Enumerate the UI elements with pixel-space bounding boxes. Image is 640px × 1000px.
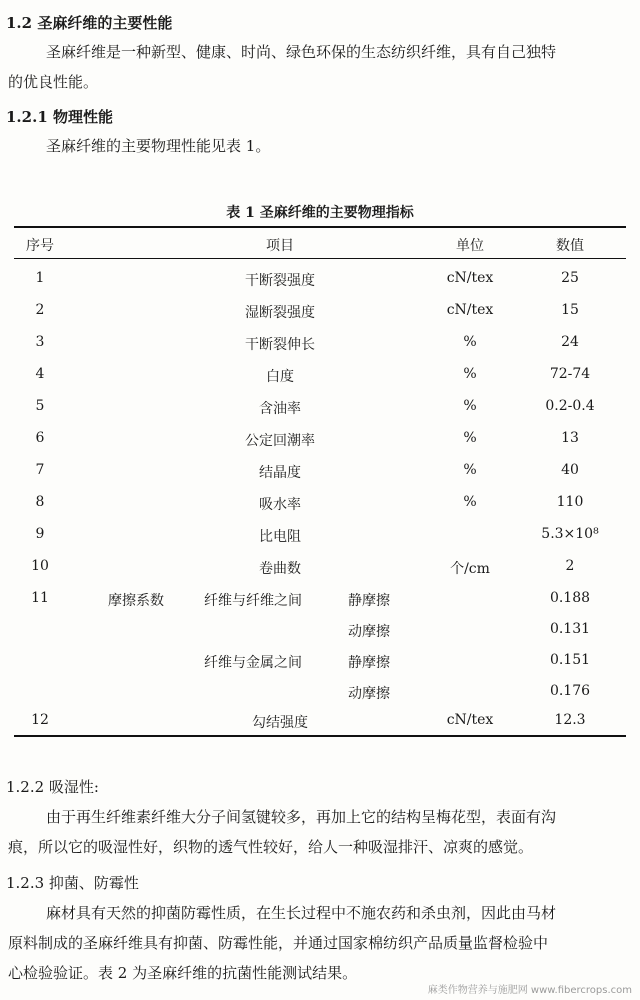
row-item: 吸水率 — [259, 497, 301, 513]
row-no: 4 — [35, 366, 45, 382]
table1-header-no: 序号 — [26, 238, 54, 254]
friction-label: 摩擦系数 — [108, 593, 164, 609]
friction-ff-dynamic-label: 动摩擦 — [348, 624, 390, 640]
row-value: 2 — [565, 558, 575, 574]
row-value: 110 — [556, 494, 584, 510]
row-item: 勾结强度 — [252, 715, 308, 731]
row-no: 6 — [35, 430, 45, 446]
section-1-2-3-line1: 麻材具有天然的抑菌防霉性质，在生长过程中不施农药和杀虫剂，因此由马材 — [46, 904, 557, 922]
row-value: 24 — [561, 334, 579, 350]
row-no: 1 — [35, 270, 45, 286]
row-unit: % — [463, 430, 477, 446]
section-1-2-intro-line2: 的优良性能。 — [8, 73, 99, 91]
row-no: 9 — [35, 526, 45, 542]
friction-fm-static-value: 0.151 — [549, 652, 591, 668]
row-unit: cN/tex — [446, 712, 494, 728]
row-item: 干断裂伸长 — [245, 337, 315, 353]
section-1-2-2-line1: 由于再生纤维素纤维大分子间氢键较多，再加上它的结构呈梅花型，表面有沟 — [46, 808, 557, 826]
row-no: 11 — [31, 590, 49, 606]
section-1-2-3-heading: 1.2.3 抑菌、防霉性 — [6, 874, 139, 892]
row-value: 40 — [561, 462, 579, 478]
row-item: 卷曲数 — [259, 561, 301, 577]
section-1-2-2-line2: 痕，所以它的吸湿性好，织物的透气性较好，给人一种吸湿排汗、凉爽的感觉。 — [8, 838, 534, 856]
row-unit: 个/cm — [450, 561, 490, 577]
friction-ff-dynamic-value: 0.131 — [549, 621, 591, 637]
row-item: 公定回潮率 — [245, 433, 315, 449]
row-item: 湿断裂强度 — [245, 305, 315, 321]
row-item: 比电阻 — [259, 529, 301, 545]
row-item: 白度 — [266, 369, 294, 385]
row-value: 15 — [561, 302, 579, 318]
row-value: 25 — [561, 270, 579, 286]
row-value: 12.3 — [554, 712, 586, 728]
row-unit: cN/tex — [446, 270, 494, 286]
section-1-2-2-heading: 1.2.2 吸湿性: — [6, 778, 99, 796]
row-unit: % — [463, 494, 477, 510]
row-no: 10 — [31, 558, 49, 574]
table1-header-item: 项目 — [266, 238, 294, 254]
watermark-url: www.fibercrops.com — [530, 985, 632, 996]
section-1-2-1-text: 圣麻纤维的主要物理性能见表 1。 — [46, 137, 271, 155]
row-no: 5 — [35, 398, 45, 414]
row-unit: cN/tex — [446, 302, 494, 318]
friction-fm-static-label: 静摩擦 — [348, 655, 390, 671]
section-1-2-1-heading: 1.2.1 物理性能 — [6, 108, 113, 126]
friction-ff-static-label: 静摩擦 — [348, 593, 390, 609]
table1-header-rule — [14, 258, 626, 259]
friction-fm-dynamic-value: 0.176 — [549, 683, 591, 699]
row-item: 干断裂强度 — [245, 273, 315, 289]
row-no: 12 — [31, 712, 49, 728]
table1-header-unit: 单位 — [456, 238, 484, 254]
row-value: 0.2-0.4 — [545, 398, 595, 414]
row-unit: % — [463, 398, 477, 414]
table1-header-value: 数值 — [556, 238, 584, 254]
row-no: 8 — [35, 494, 45, 510]
row-item: 含油率 — [259, 401, 301, 417]
section-1-2-3-line2: 原料制成的圣麻纤维具有抑菌、防霉性能，并通过国家棉纺织产品质量监督检验中 — [8, 934, 549, 952]
table1-caption: 表 1 圣麻纤维的主要物理指标 — [226, 205, 414, 221]
table1-bottom-rule — [14, 735, 626, 737]
section-1-2-3-line3: 心检验验证。表 2 为圣麻纤维的抗菌性能测试结果。 — [8, 964, 358, 982]
row-value: 5.3×10⁸ — [541, 526, 599, 542]
friction-fm-dynamic-label: 动摩擦 — [348, 686, 390, 702]
friction-fiber-metal: 纤维与金属之间 — [204, 655, 302, 671]
row-unit: % — [463, 462, 477, 478]
friction-ff-static-value: 0.188 — [549, 590, 591, 606]
table1-top-rule — [14, 226, 626, 228]
watermark-title: 麻类作物营养与施肥网 — [427, 985, 528, 996]
row-unit: % — [463, 334, 477, 350]
row-unit: % — [463, 366, 477, 382]
section-1-2-heading: 1.2 圣麻纤维的主要性能 — [6, 14, 173, 32]
row-no: 7 — [35, 462, 45, 478]
row-no: 2 — [35, 302, 45, 318]
site-watermark — [428, 981, 632, 996]
row-item: 结晶度 — [259, 465, 301, 481]
section-1-2-intro-line1: 圣麻纤维是一种新型、健康、时尚、绿色环保的生态纺织纤维，具有自己独特 — [46, 43, 557, 61]
row-no: 3 — [35, 334, 45, 350]
row-value: 13 — [561, 430, 579, 446]
row-value: 72-74 — [549, 366, 591, 382]
friction-fiber-fiber: 纤维与纤维之间 — [204, 593, 302, 609]
